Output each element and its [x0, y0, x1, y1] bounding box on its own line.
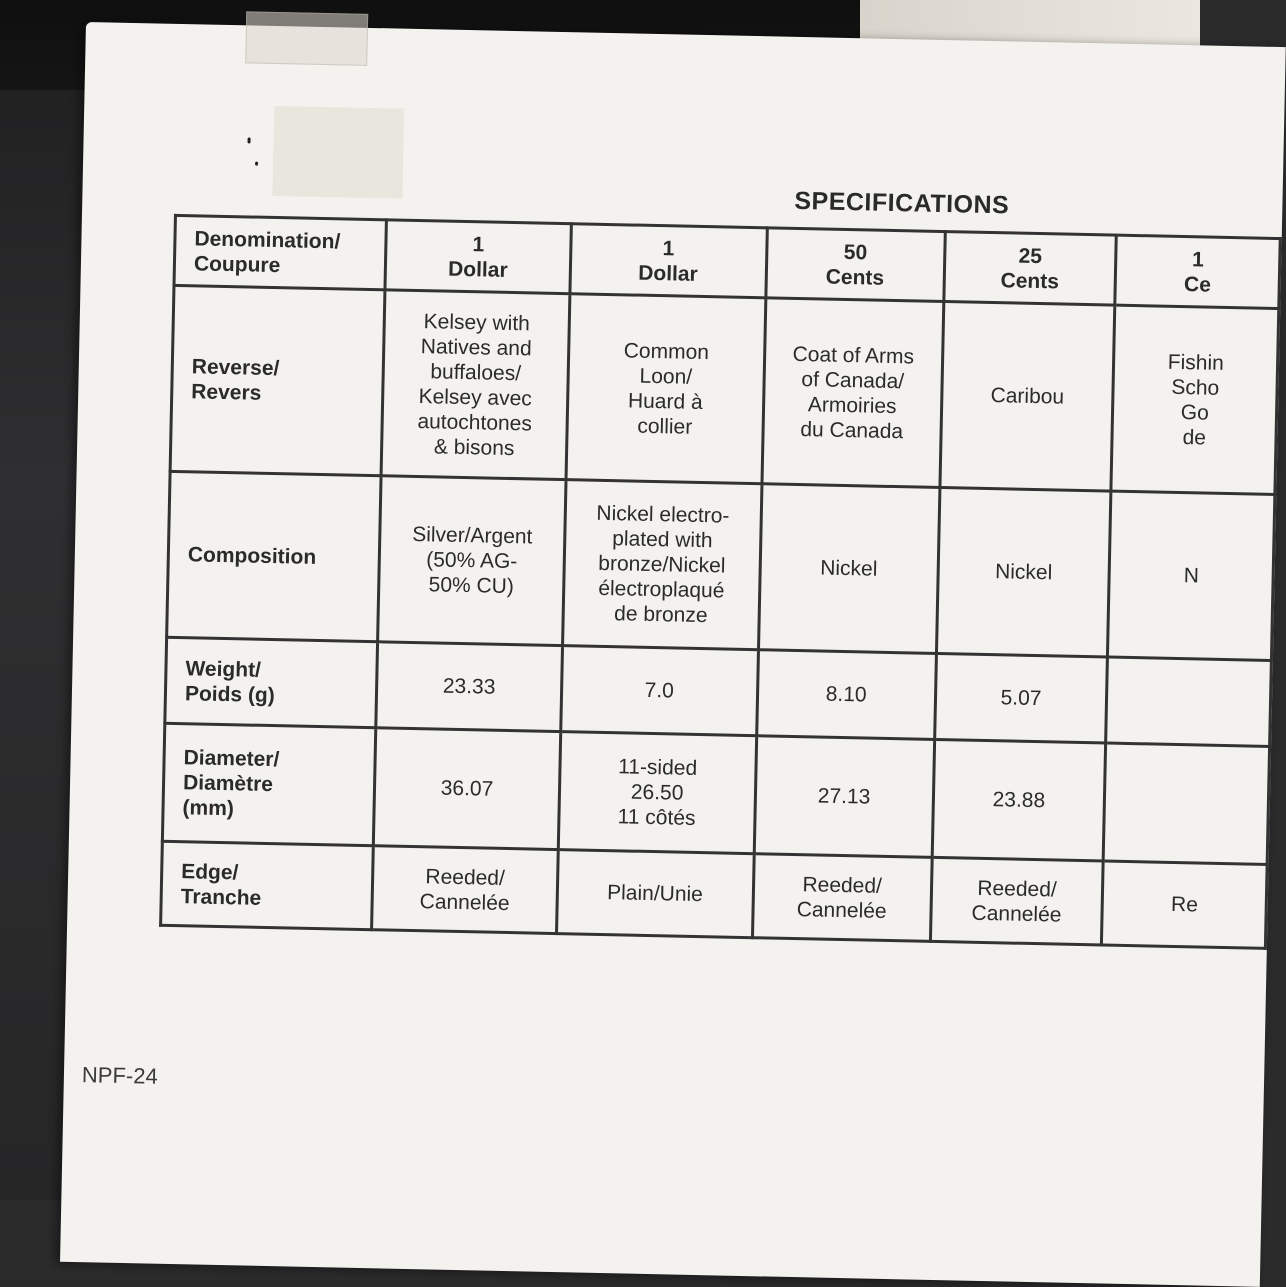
column-header: 1 Dollar [569, 224, 767, 298]
table-cell: 27.13 [754, 736, 934, 858]
table-cell [1106, 657, 1271, 746]
table-cell: N [1108, 491, 1275, 660]
column-header: 50 Cents [766, 228, 945, 302]
table-cell: 23.88 [932, 739, 1106, 861]
table-cell: Re [1102, 861, 1267, 948]
table-cell: 11-sided 26.50 11 côtés [558, 732, 757, 854]
row-label: Composition [167, 471, 382, 641]
row-label: Reverse/ Revers [170, 285, 385, 475]
table-cell: 23.33 [376, 642, 562, 732]
row-label: Edge/ Tranche [161, 841, 374, 929]
table-cell: Plain/Unie [556, 850, 754, 938]
table-cell [1104, 743, 1270, 864]
table-cell: Silver/Argent (50% AG- 50% CU) [378, 476, 566, 646]
table-cell: Nickel [758, 484, 939, 654]
specification-card [60, 22, 1286, 1287]
table-row-composition [167, 471, 1275, 660]
column-header: 1 Dollar [385, 220, 571, 294]
specifications-table [159, 214, 1282, 950]
table-cell: 8.10 [756, 650, 936, 740]
table-cell: Reeded/ Cannelée [752, 854, 932, 942]
row-label: Diameter/ Diamètre (mm) [162, 723, 376, 845]
scratch-mark [247, 137, 250, 143]
table-cell: 36.07 [374, 728, 561, 850]
tape-residue [272, 106, 404, 199]
table-cell: Nickel electro- plated with bronze/Nickel électroplaqué de bronze [562, 480, 762, 650]
tape-strip [245, 11, 368, 66]
table-cell: Fishin Scho Go de [1111, 305, 1278, 494]
table-cell: 5.07 [934, 653, 1108, 743]
denomination-header: Denomination/ Coupure [174, 215, 387, 289]
table-cell: Caribou [939, 302, 1115, 492]
table-cell: Reeded/ Cannelée [372, 846, 558, 934]
page-title: SPECIFICATIONS [794, 186, 1010, 220]
scratch-mark [255, 162, 258, 166]
table-row-diameter [162, 723, 1269, 864]
table-cell: Common Loon/ Huard à collier [566, 294, 766, 484]
table-cell: Kelsey with Natives and buffaloes/ Kelsey avec autochtones & bisons [381, 290, 569, 480]
table-cell: 7.0 [560, 646, 758, 736]
document-code: NPF-24 [81, 1062, 158, 1089]
row-label: Weight/ Poids (g) [165, 637, 378, 727]
table-row-reverse [170, 285, 1279, 494]
table-cell: Nickel [936, 487, 1111, 657]
column-header: 25 Cents [943, 232, 1116, 306]
column-header: 1 Ce [1115, 235, 1280, 308]
table-cell: Reeded/ Cannelée [930, 857, 1104, 945]
table-cell: Coat of Arms of Canada/ Armoiries du Canada [762, 298, 944, 488]
